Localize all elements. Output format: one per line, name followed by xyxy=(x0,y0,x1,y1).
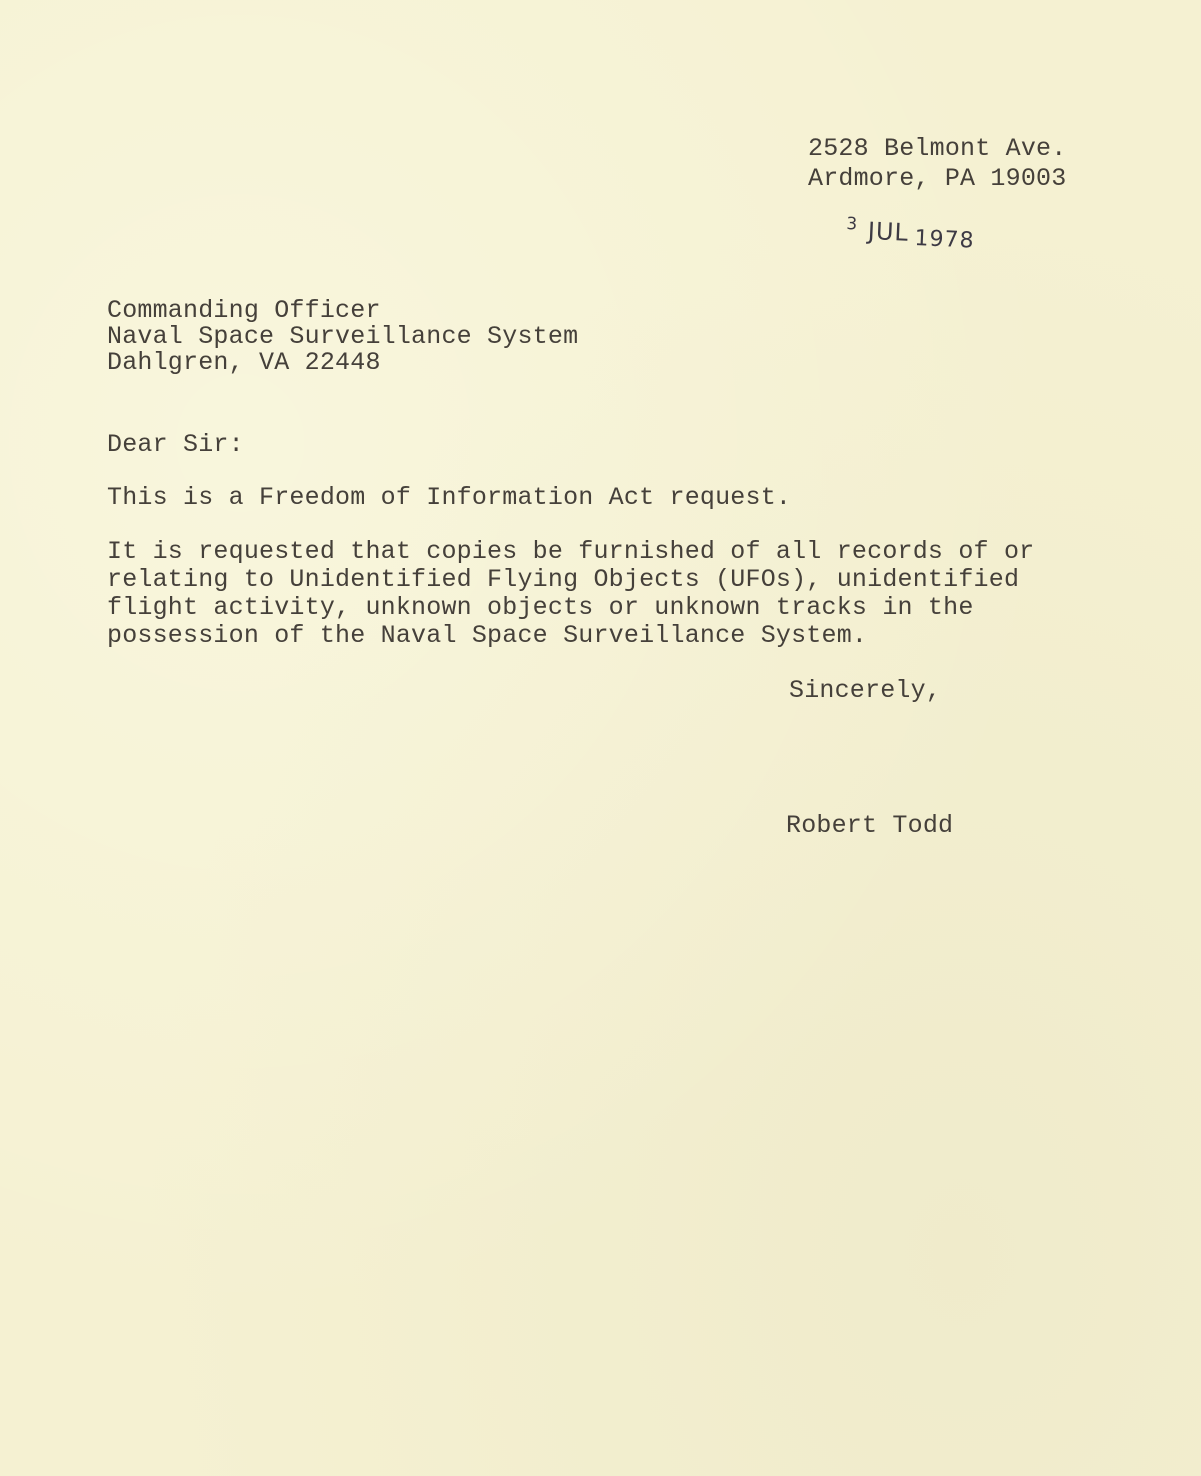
body-paragraph-2-line-3: flight activity, unknown objects or unknown tracks in the xyxy=(107,593,974,622)
date-stamp-year: 1978 xyxy=(914,226,976,254)
date-stamp-month: JUL xyxy=(867,216,910,247)
sender-address-line-1: 2528 Belmont Ave. xyxy=(808,134,1067,163)
recipient-line-1: Commanding Officer xyxy=(107,296,381,325)
recipient-line-2: Naval Space Surveillance System xyxy=(107,322,579,351)
body-paragraph-1: This is a Freedom of Information Act request. xyxy=(107,483,792,512)
signature-name: Robert Todd xyxy=(786,811,954,840)
recipient-line-3: Dahlgren, VA 22448 xyxy=(107,348,381,377)
closing: Sincerely, xyxy=(789,676,942,705)
body-paragraph-2-line-1: It is requested that copies be furnished of all records of or xyxy=(107,537,1035,566)
sender-address-line-2: Ardmore, PA 19003 xyxy=(808,164,1067,193)
salutation: Dear Sir: xyxy=(107,430,244,459)
date-stamp-day: 3 xyxy=(845,214,859,235)
body-paragraph-2-line-4: possession of the Naval Space Surveillance System. xyxy=(107,621,868,650)
date-stamp xyxy=(845,214,975,254)
body-paragraph-2-line-2: relating to Unidentified Flying Objects (UFOs), unidentified xyxy=(107,565,1020,594)
